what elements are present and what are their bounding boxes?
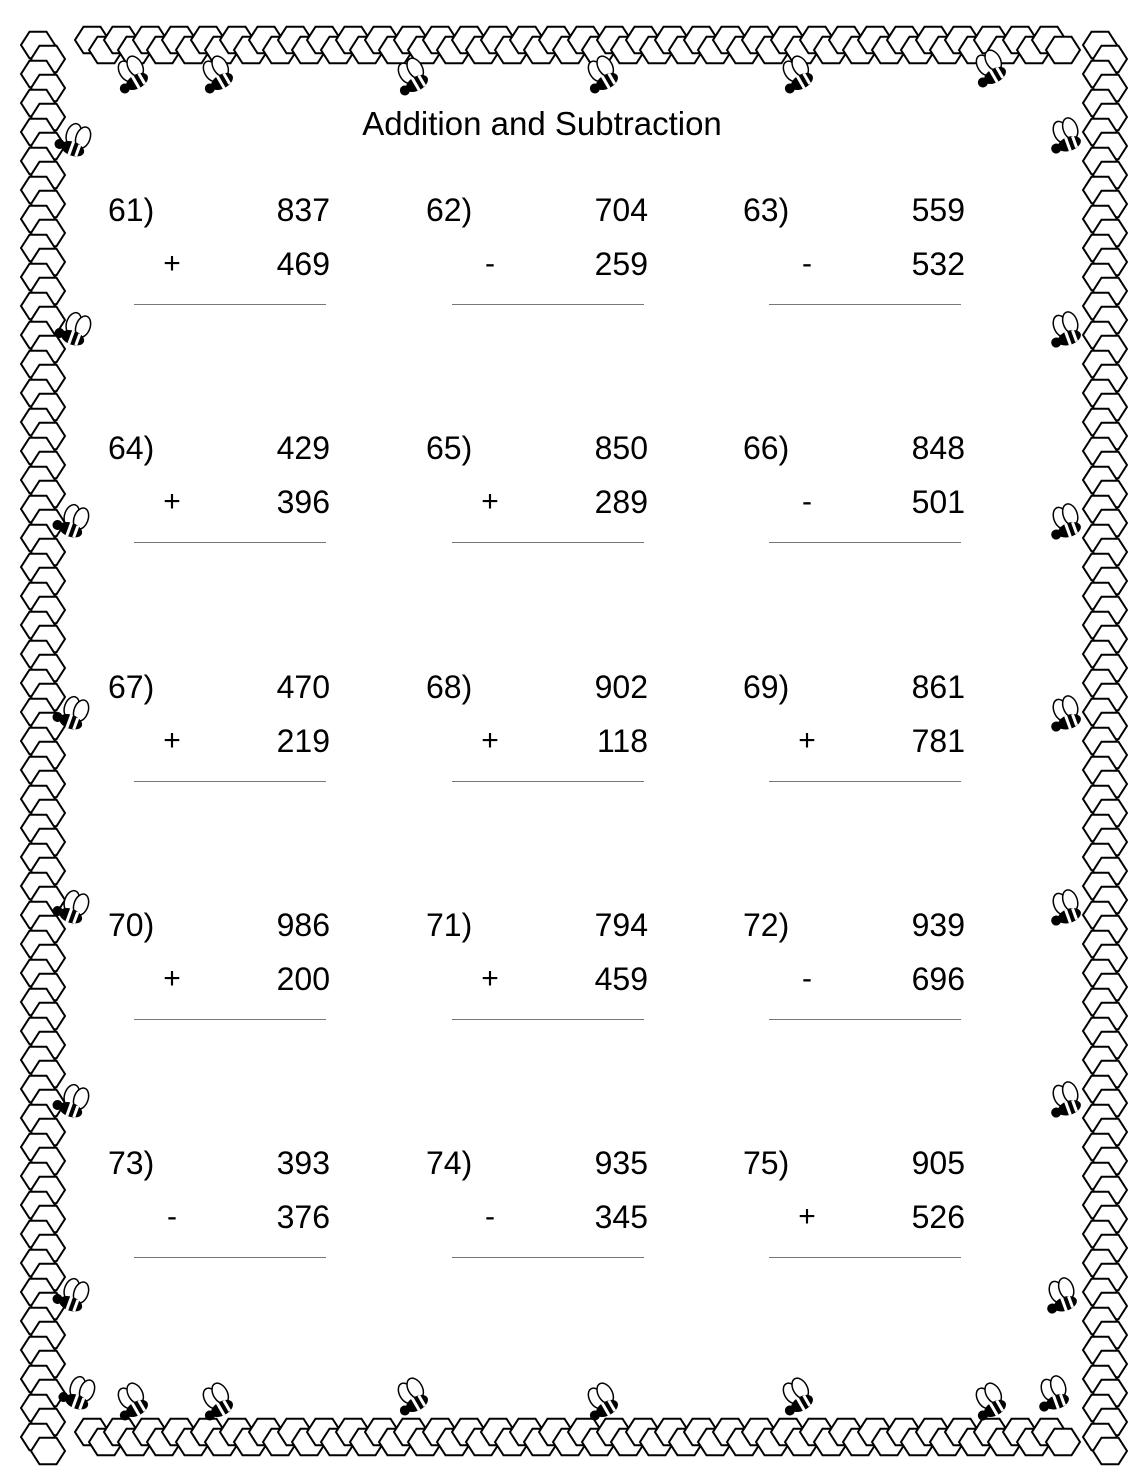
top-operand: 559 <box>911 192 965 228</box>
bottom-operand: 118 <box>596 723 648 759</box>
problem-70 <box>108 905 348 1055</box>
operator-sign: + <box>481 962 499 995</box>
bee-icon <box>1039 1276 1080 1317</box>
problem-63 <box>743 190 983 340</box>
operator-sign: + <box>798 1200 816 1233</box>
bee-icon <box>578 1380 622 1424</box>
bottom-operand: 219 <box>276 723 330 759</box>
problem-number: 64) <box>108 430 155 466</box>
top-operand: 470 <box>276 669 330 705</box>
problem-number: 71) <box>426 907 473 943</box>
bee-icon <box>1043 310 1084 351</box>
operator-sign: + <box>163 962 181 995</box>
bottom-operand: 396 <box>276 484 330 520</box>
problem-64 <box>108 428 348 578</box>
top-operand: 850 <box>594 430 648 466</box>
operator-sign: - <box>485 1200 495 1233</box>
problem-number: 74) <box>426 1145 473 1181</box>
problem-number: 62) <box>426 192 473 228</box>
answer-line <box>134 1257 326 1258</box>
answer-line <box>134 1019 326 1020</box>
answer-line <box>452 1257 644 1258</box>
bee-icon <box>388 1375 432 1419</box>
top-operand: 986 <box>276 907 330 943</box>
answer-line <box>134 542 326 543</box>
operator-sign: + <box>798 724 816 757</box>
problem-66 <box>743 428 983 578</box>
answer-line <box>769 542 961 543</box>
top-operand: 794 <box>594 907 648 943</box>
top-operand: 935 <box>594 1145 648 1181</box>
operator-sign: + <box>163 485 181 518</box>
problem-number: 68) <box>426 669 473 705</box>
bottom-operand: 781 <box>911 723 965 759</box>
top-operand: 393 <box>276 1145 330 1181</box>
problem-number: 65) <box>426 430 473 466</box>
operator-sign: - <box>802 962 812 995</box>
operator-sign: + <box>163 724 181 757</box>
bee-icon <box>578 53 622 97</box>
answer-line <box>769 1257 961 1258</box>
problem-61 <box>108 190 348 340</box>
bee-icon <box>1043 888 1084 929</box>
answer-line <box>769 781 961 782</box>
answer-line <box>452 781 644 782</box>
answer-line <box>134 781 326 782</box>
honeycomb-cell <box>1046 37 1080 64</box>
operator-sign: - <box>167 1200 177 1233</box>
answer-line <box>769 304 961 305</box>
operator-sign: - <box>485 247 495 280</box>
honeycomb-cell <box>31 1438 65 1465</box>
problem-number: 73) <box>108 1145 155 1181</box>
bee-icon <box>1043 502 1084 543</box>
problem-number: 61) <box>108 192 155 228</box>
problem-68 <box>426 667 666 817</box>
problem-62 <box>426 190 666 340</box>
problem-number: 75) <box>743 1145 790 1181</box>
answer-line <box>452 1019 644 1020</box>
operator-sign: - <box>802 485 812 518</box>
bee-icon <box>1043 694 1084 735</box>
bottom-operand: 459 <box>594 961 648 997</box>
top-operand: 704 <box>594 192 648 228</box>
bottom-operand: 289 <box>594 484 648 520</box>
problem-71 <box>426 905 666 1055</box>
top-operand: 429 <box>276 430 330 466</box>
operator-sign: + <box>481 724 499 757</box>
top-operand: 939 <box>911 907 965 943</box>
bottom-operand: 501 <box>911 484 965 520</box>
bee-icon <box>966 1380 1010 1424</box>
problem-72 <box>743 905 983 1055</box>
bottom-operand: 532 <box>911 246 965 282</box>
bottom-operand: 526 <box>911 1199 965 1235</box>
problem-73 <box>108 1143 348 1293</box>
honeycomb-cell <box>1093 1438 1127 1465</box>
top-operand: 848 <box>911 430 965 466</box>
bee-icon <box>193 1380 237 1424</box>
bee-icon <box>108 1380 152 1424</box>
problem-74 <box>426 1143 666 1293</box>
answer-line <box>452 304 644 305</box>
bee-icon <box>773 1375 817 1419</box>
bottom-operand: 200 <box>276 961 330 997</box>
operator-sign: + <box>163 247 181 280</box>
top-operand: 861 <box>911 669 965 705</box>
bottom-operand: 376 <box>276 1199 330 1235</box>
worksheet-title: Addition and Subtraction <box>362 105 722 142</box>
bee-icon <box>1031 1374 1072 1415</box>
honeycomb-cell <box>1046 1429 1080 1456</box>
problem-number: 63) <box>743 192 790 228</box>
problem-69 <box>743 667 983 817</box>
bottom-operand: 259 <box>594 246 648 282</box>
problem-number: 67) <box>108 669 155 705</box>
answer-line <box>134 304 326 305</box>
bee-icon <box>56 1372 97 1413</box>
answer-line <box>769 1019 961 1020</box>
problem-number: 72) <box>743 907 790 943</box>
bee-icon <box>1043 1080 1084 1121</box>
top-operand: 837 <box>276 192 330 228</box>
problem-75 <box>743 1143 983 1293</box>
problem-number: 70) <box>108 907 155 943</box>
problem-65 <box>426 428 666 578</box>
top-operand: 902 <box>594 669 648 705</box>
bottom-operand: 345 <box>594 1199 648 1235</box>
operator-sign: + <box>481 485 499 518</box>
bottom-operand: 696 <box>911 961 965 997</box>
problem-number: 69) <box>743 669 790 705</box>
top-operand: 905 <box>911 1145 965 1181</box>
bottom-operand: 469 <box>276 246 330 282</box>
answer-line <box>452 542 644 543</box>
problem-number: 66) <box>743 430 790 466</box>
problem-67 <box>108 667 348 817</box>
operator-sign: - <box>802 247 812 280</box>
